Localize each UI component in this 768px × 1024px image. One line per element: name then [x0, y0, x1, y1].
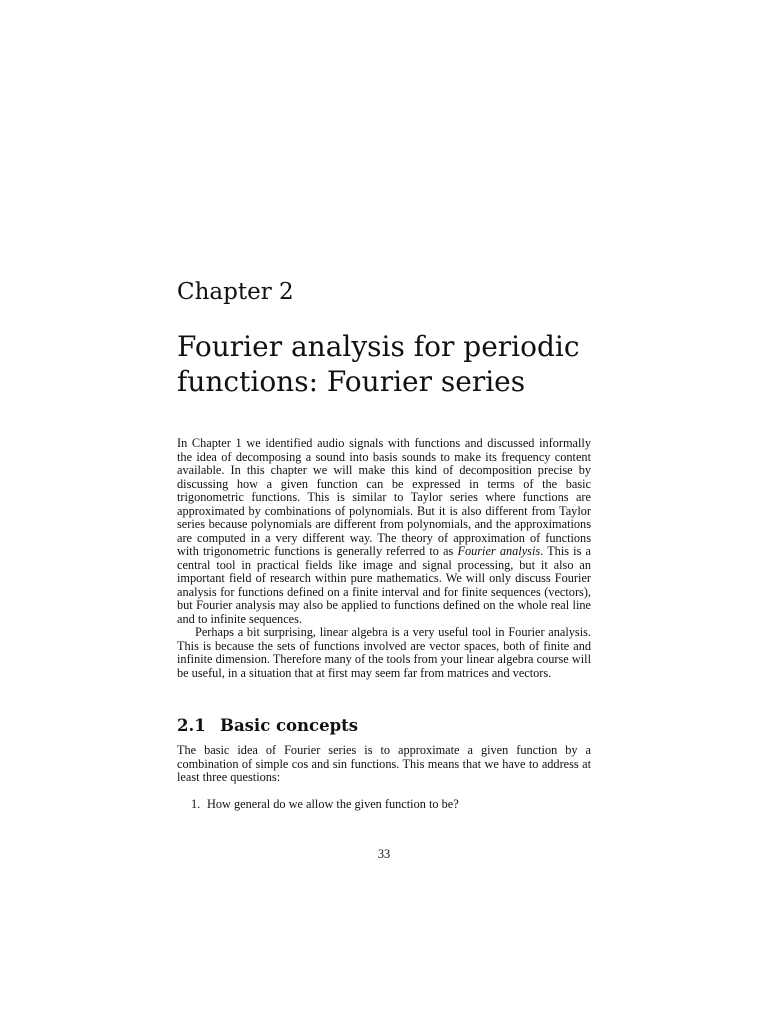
list-item-text: How general do we allow the given function to be?	[207, 797, 459, 811]
page	[177, 0, 591, 1024]
intro-p1-text-b: . This is a central tool in practical fields like image and signal processing, but it also an important field of research within pure mathematics. We will only discuss Fourier analysis for functions defined on a finite interval and for finite sequences (vectors), but Fourier analysis may also be applied to functions defined on the whole real line and to infinite sequences.	[177, 544, 591, 626]
intro-text	[177, 437, 591, 680]
section-text	[177, 744, 591, 785]
intro-paragraph-2: Perhaps a bit surprising, linear algebra is a very useful tool in Fourier analysis. This is because the sets of functions involved are vector spaces, both of finite and infinite dimension. Therefore many of the tools from your linear algebra course will be useful, in a situation that at first may seem far from matrices and vectors.	[177, 625, 591, 680]
intro-paragraph-1	[177, 437, 591, 626]
intro-p1-text-a: In Chapter 1 we identified audio signals with functions and discussed informally the idea of decomposing a sound into basis sounds to make its frequency content available. In this chapter we will make this kind of decomposition precise by discussing how a given function can be expressed in terms of the basic trigonometric functions. This is similar to Taylor series where functions are approximated by combinations of polynomials. But it is also different from Taylor series because polynomials are different from polynomials, and the approximations are computed in a very different way. The theory of approximation of functions with trigonometric functions is generally referred to as	[177, 436, 591, 558]
list-item	[191, 797, 459, 811]
chapter-title: Fourier analysis for periodic functions: Fourier series	[177, 330, 580, 398]
chapter-label: Chapter 2	[177, 279, 294, 305]
section-heading	[177, 715, 358, 737]
section-title: Basic concepts	[220, 716, 359, 735]
intro-p1-emphasis: Fourier analysis	[457, 544, 541, 558]
page-number: 33	[377, 847, 391, 861]
section-number: 2.1	[177, 716, 206, 735]
list-item-number: 1.	[191, 797, 201, 811]
section-paragraph-1: The basic idea of Fourier series is to approximate a given function by a combination of simple cos and sin functions. This means that we have to address at least three questions:	[177, 743, 591, 784]
